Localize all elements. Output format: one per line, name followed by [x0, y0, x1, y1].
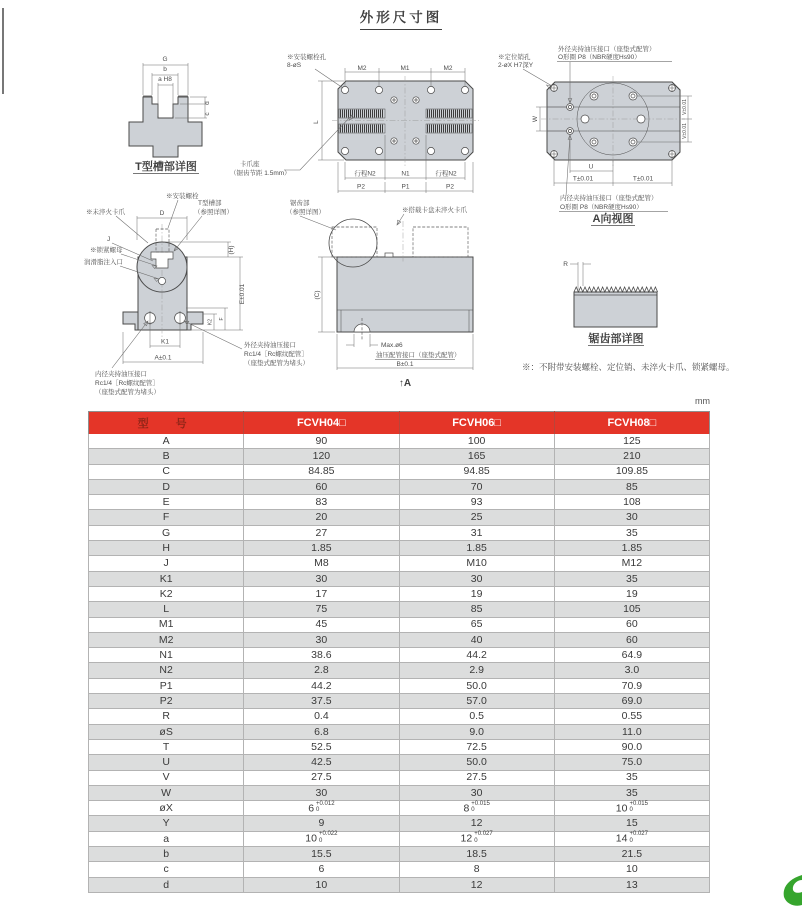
bolt-label: ※安装螺栓: [166, 193, 199, 200]
id-port-label-line2: Rc1/4［Rc螺纹配管］: [95, 380, 159, 387]
table-row: [89, 847, 710, 862]
table-row: [89, 877, 710, 892]
table-row: [89, 862, 710, 877]
table-header-row: [89, 412, 710, 435]
table-row: [89, 816, 710, 831]
dim-label-m2-right: M2: [443, 65, 453, 72]
dim-label-d: d: [204, 101, 211, 105]
dimension-value: 35: [554, 785, 709, 800]
dimension-value: 14 +0.027 0: [554, 831, 709, 846]
grease-port-label: 润滑脂注入口: [84, 259, 123, 266]
dim-label-k1: K1: [161, 338, 169, 346]
dimension-value: 19: [554, 586, 709, 601]
row-label: b: [89, 847, 244, 862]
row-label: H: [89, 541, 244, 556]
dimension-value: 3.0: [554, 663, 709, 678]
tslot-detail-view: [129, 56, 211, 174]
dim-label-stroke-left: 行程N2: [354, 170, 376, 178]
row-label: P1: [89, 678, 244, 693]
dim-label-w: W: [532, 115, 539, 123]
row-label: L: [89, 602, 244, 617]
dimension-value: 10: [554, 862, 709, 877]
dimension-value: 40: [399, 632, 554, 647]
dimension-value: 27.5: [244, 770, 399, 785]
dimension-value: 60: [554, 617, 709, 632]
brand-logo-partial: [776, 872, 802, 910]
dimension-value: 105: [554, 602, 709, 617]
dim-label-f: F: [219, 317, 225, 321]
table-row: [89, 632, 710, 647]
dimension-value: 165: [399, 449, 554, 464]
tslot-ref-label-1: T型槽部: [198, 200, 222, 207]
dim-label-p1: P1: [401, 183, 410, 191]
dim-label-a-h8: a H8: [158, 76, 172, 83]
dim-label-n1: N1: [401, 170, 410, 178]
dimension-value: 30: [554, 510, 709, 525]
row-label: R: [89, 709, 244, 724]
row-label: M2: [89, 632, 244, 647]
serration-detail-view: [563, 261, 657, 346]
dimension-value: 9.0: [399, 724, 554, 739]
top-view: [230, 52, 479, 193]
dimension-value: 11.0: [554, 724, 709, 739]
dimension-value: 12 +0.027 0: [399, 831, 554, 846]
row-label: E: [89, 495, 244, 510]
serration-ref-label-1: 锯齿部: [290, 200, 310, 207]
table-row: [89, 724, 710, 739]
dimension-value: 90: [244, 434, 399, 449]
dimension-value: 30: [399, 785, 554, 800]
dimension-value: 42.5: [244, 755, 399, 770]
dimension-value: 52.5: [244, 739, 399, 754]
dimension-value: 1.85: [244, 541, 399, 556]
view-a-arrow-label: ↑A: [398, 378, 412, 389]
dimension-value: 30: [244, 571, 399, 586]
dimension-table: [88, 411, 710, 893]
table-row: [89, 709, 710, 724]
row-label: N1: [89, 648, 244, 663]
dimension-value: 65: [399, 617, 554, 632]
tolerance-stack: +0.015 0: [629, 800, 648, 814]
soft-jaw-label: ※未淬火卡爪: [86, 209, 125, 216]
table-row: [89, 586, 710, 601]
dimension-value: 27: [244, 525, 399, 540]
dim-label-e: E±0.01: [239, 283, 246, 305]
dimension-value: 6.8: [244, 724, 399, 739]
dim-label-t-right: T±0.01: [632, 175, 654, 183]
dimension-table-wrap: [88, 411, 710, 893]
table-row: [89, 678, 710, 693]
dimension-value: 125: [554, 434, 709, 449]
dimension-value: 35: [554, 571, 709, 586]
table-row: [89, 525, 710, 540]
max-diameter-label: Max.ø6: [381, 342, 403, 349]
dim-label-a: A±0.1: [154, 354, 172, 362]
dimension-value: 90.0: [554, 739, 709, 754]
row-label: a: [89, 831, 244, 846]
tolerance-stack: +0.027 0: [629, 831, 648, 844]
page-title: 外形尺寸图: [360, 6, 443, 30]
row-label: T: [89, 739, 244, 754]
od-port-label-line2: Rc1/4［Rc螺纹配管］: [244, 351, 308, 358]
dimension-value: 15.5: [244, 847, 399, 862]
dimension-value: 30: [399, 571, 554, 586]
table-row: [89, 495, 710, 510]
dimension-value: 0.5: [399, 709, 554, 724]
row-label: V: [89, 770, 244, 785]
table-row: [89, 648, 710, 663]
table-row: [89, 663, 710, 678]
dimension-value: M12: [554, 556, 709, 571]
dimension-value: 8: [399, 862, 554, 877]
id-port-label-1: 内径夹持油压接口（座垫式配管）: [560, 195, 658, 202]
dim-label-b: b: [163, 66, 167, 73]
dimension-value: 50.0: [399, 755, 554, 770]
brand-logo-shape: [784, 875, 802, 906]
spec-table-body: [89, 434, 710, 892]
a-view-caption: A向视图: [592, 213, 634, 225]
serration-ref-label-2: （参照详图）: [286, 209, 325, 216]
table-row: [89, 785, 710, 800]
dimension-value: 2.8: [244, 663, 399, 678]
column-header-fcvh06: FCVH06□: [399, 412, 554, 435]
dimension-value: 2.9: [399, 663, 554, 678]
tslot-caption: T型槽部详图: [135, 161, 197, 173]
dimension-value: 25: [399, 510, 554, 525]
dim-label-m2-left: M2: [357, 65, 367, 72]
dimension-value: 44.2: [399, 648, 554, 663]
dimension-value: 13: [554, 877, 709, 892]
dimension-value: 9: [244, 816, 399, 831]
table-row: [89, 541, 710, 556]
dimension-value: 57.0: [399, 694, 554, 709]
jaw-seat-label-1: 卡爪座: [240, 161, 260, 168]
row-label: G: [89, 525, 244, 540]
dimension-value: 18.5: [399, 847, 554, 862]
dimension-value: 6 +0.012 0: [244, 801, 399, 816]
front-view: [84, 191, 336, 396]
row-label: C: [89, 464, 244, 479]
dim-label-p2-right: P2: [446, 183, 454, 191]
row-label: N2: [89, 663, 244, 678]
dimension-value: 15: [554, 816, 709, 831]
dimension-value: 1.85: [399, 541, 554, 556]
dimension-value: 108: [554, 495, 709, 510]
dimension-value: 30: [244, 632, 399, 647]
row-label: øX: [89, 801, 244, 816]
dimension-value: M10: [399, 556, 554, 571]
row-label: J: [89, 556, 244, 571]
dim-label-c2: (C): [314, 290, 321, 300]
dimension-value: 93: [399, 495, 554, 510]
pin-hole-label-1: ※定位销孔: [498, 54, 531, 61]
dim-label-v-bottom: V±0.01: [682, 123, 688, 139]
table-row: [89, 755, 710, 770]
tolerance-stack: +0.012 0: [316, 800, 335, 814]
side-view: [314, 205, 473, 389]
bolt-hole-label-1: ※安装螺栓孔: [287, 54, 326, 61]
unit-label: mm: [695, 396, 710, 406]
footnote: ※：不附带安装螺栓、定位销、未淬火卡爪、锁紧螺母。: [522, 362, 735, 372]
dimension-value: 50.0: [399, 678, 554, 693]
dimension-value: 69.0: [554, 694, 709, 709]
table-row: [89, 831, 710, 846]
row-label: F: [89, 510, 244, 525]
dimension-value: 75.0: [554, 755, 709, 770]
dimension-value: 19: [399, 586, 554, 601]
dimension-value: 70: [399, 479, 554, 494]
dimension-value: 17: [244, 586, 399, 601]
tslot-ref-label-2: （参照详图）: [194, 209, 233, 216]
dimension-value: 35: [554, 770, 709, 785]
row-label: B: [89, 449, 244, 464]
od-port-label-line3: （座垫式配管为堵头）: [244, 360, 309, 367]
dim-label-stroke-right: 行程N2: [435, 170, 457, 178]
dimension-value: 75: [244, 602, 399, 617]
dimension-value: 85: [554, 479, 709, 494]
dimension-value: 0.55: [554, 709, 709, 724]
dimension-value: 1.85: [554, 541, 709, 556]
dim-label-p2-left: P2: [357, 183, 365, 191]
od-port-label-line1: 外径夹持油压接口: [244, 342, 296, 349]
id-port-label-line1: 内径夹持油压接口: [95, 371, 147, 378]
dimension-value: 45: [244, 617, 399, 632]
tolerance-stack: +0.022 0: [318, 831, 338, 844]
dim-label-b2: B±0.1: [396, 361, 414, 368]
row-label: A: [89, 434, 244, 449]
dimension-value: 6: [244, 862, 399, 877]
dimension-value: 27.5: [399, 770, 554, 785]
od-port-label-2: O形圈 P8（NBR硬度Hs90）: [558, 54, 641, 61]
dimension-value: 12: [399, 877, 554, 892]
row-label: d: [89, 877, 244, 892]
dimension-value: 20: [244, 510, 399, 525]
table-row: [89, 464, 710, 479]
id-port-label-2: O形圈 P8（NBR硬度Hs90）: [560, 204, 643, 211]
dimension-value: 85: [399, 602, 554, 617]
dimension-value: 64.9: [554, 648, 709, 663]
dimension-value: 35: [554, 525, 709, 540]
dim-label-t-left: T±0.01: [572, 175, 594, 183]
table-row: [89, 801, 710, 816]
row-label: P2: [89, 694, 244, 709]
table-row: [89, 434, 710, 449]
dimension-value: 100: [399, 434, 554, 449]
row-label: W: [89, 785, 244, 800]
dimension-value: 30: [244, 785, 399, 800]
dim-label-m1: M1: [400, 65, 410, 72]
dimension-value: 10: [244, 877, 399, 892]
dimension-value: 10 +0.022 0: [244, 831, 399, 846]
dimension-value: 31: [399, 525, 554, 540]
dim-label-u: U: [588, 163, 594, 171]
id-port-label-line3: （座垫式配管为堵头）: [95, 389, 160, 396]
a-direction-view: [498, 44, 692, 226]
dim-label-l: L: [313, 120, 320, 124]
dimension-value: 120: [244, 449, 399, 464]
row-label: K2: [89, 586, 244, 601]
dimension-value: 21.5: [554, 847, 709, 862]
table-row: [89, 449, 710, 464]
od-port-label-1: 外径夹持油压接口（座垫式配管）: [558, 46, 656, 53]
dimension-value: 83: [244, 495, 399, 510]
dimension-value: 12: [399, 816, 554, 831]
dim-label-v-top: V±0.01: [682, 99, 688, 115]
dimension-value: 10 +0.015 0: [554, 801, 709, 816]
column-header-model: 型 号: [89, 412, 244, 435]
dim-label-c: c: [204, 112, 211, 116]
column-header-fcvh04: FCVH04□: [244, 412, 399, 435]
dimension-value: 70.9: [554, 678, 709, 693]
lock-nut-label: ※锁紧螺母: [90, 247, 123, 254]
table-row: [89, 510, 710, 525]
dimension-value: 37.5: [244, 694, 399, 709]
table-row: [89, 770, 710, 785]
dimension-value: 94.85: [399, 464, 554, 479]
dimension-value: 38.6: [244, 648, 399, 663]
tolerance-stack: +0.015 0: [471, 800, 490, 814]
row-label: øS: [89, 724, 244, 739]
dim-label-k2: K2: [207, 318, 214, 326]
dim-label-j: J: [107, 236, 111, 243]
table-row: [89, 739, 710, 754]
dimension-value: M8: [244, 556, 399, 571]
row-label: c: [89, 862, 244, 877]
dimension-value: 44.2: [244, 678, 399, 693]
dimension-value: 109.85: [554, 464, 709, 479]
pipe-port-label: 油压配管接口（座垫式配管）: [376, 352, 461, 359]
dim-label-h: (H): [228, 245, 235, 255]
row-label: M1: [89, 617, 244, 632]
row-label: D: [89, 479, 244, 494]
table-row: [89, 602, 710, 617]
table-row: [89, 617, 710, 632]
dimension-value: 60: [554, 632, 709, 647]
table-row: [89, 556, 710, 571]
row-label: Y: [89, 816, 244, 831]
chuck-jaw-label: ※搭载卡盘未淬火卡爪: [402, 207, 467, 214]
dim-label-dd: D: [159, 210, 165, 217]
row-label: K1: [89, 571, 244, 586]
dimension-value: 84.85: [244, 464, 399, 479]
table-row: [89, 694, 710, 709]
table-row: [89, 479, 710, 494]
column-header-fcvh08: FCVH08□: [554, 412, 709, 435]
jaw-seat-label-2: （锯齿节距 1.5mm）: [230, 170, 291, 177]
dimension-value: 72.5: [399, 739, 554, 754]
serration-caption: 锯齿部详图: [588, 333, 644, 345]
tolerance-stack: +0.027 0: [474, 831, 493, 844]
pin-hole-label-2: 2-øX H7深Y: [498, 62, 534, 69]
dimension-value: 210: [554, 449, 709, 464]
dimension-drawings: [0, 0, 802, 408]
dimension-value: 0.4: [244, 709, 399, 724]
dimension-value: 60: [244, 479, 399, 494]
dim-label-r: R: [563, 261, 568, 268]
dim-label-g: G: [162, 56, 168, 63]
bolt-hole-label-2: 8-øS: [287, 62, 302, 69]
row-label: U: [89, 755, 244, 770]
dimension-value: 8 +0.015 0: [399, 801, 554, 816]
table-row: [89, 571, 710, 586]
